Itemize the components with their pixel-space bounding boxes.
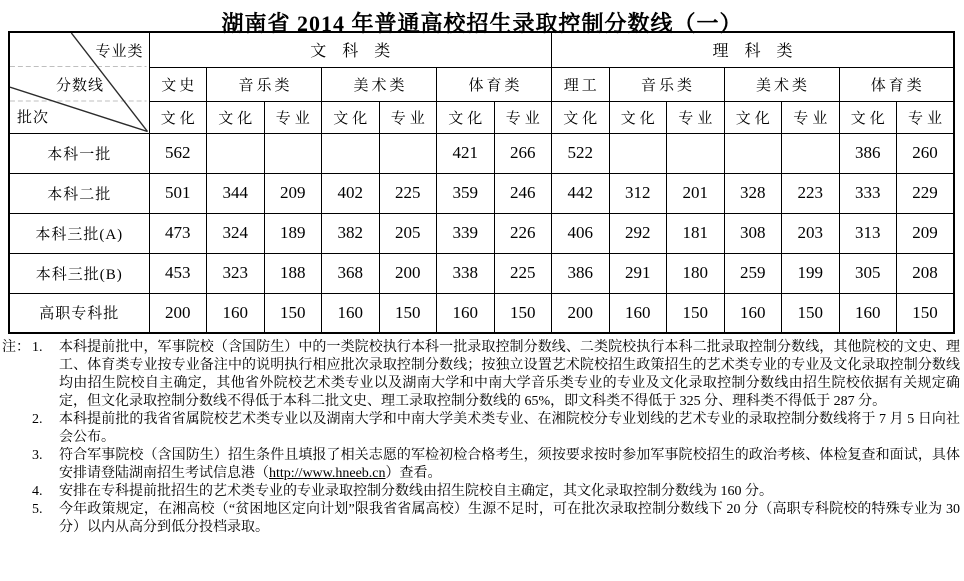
- score-cell: 406: [552, 213, 610, 253]
- score-cell: [379, 133, 437, 173]
- corner-label-batch: 批次: [17, 109, 50, 126]
- table-row: [9, 213, 954, 253]
- score-cell: 200: [379, 253, 437, 293]
- group-header-science: 理科类: [552, 32, 955, 67]
- leaf-header: 文化: [552, 101, 610, 133]
- table-row: [9, 173, 954, 213]
- row-header: 高职专科批: [9, 293, 149, 333]
- score-cell: 368: [322, 253, 380, 293]
- leaf-header: 文化: [437, 101, 495, 133]
- score-cell: 386: [839, 133, 897, 173]
- subgroup-header-pe-sci: 体育类: [839, 67, 954, 101]
- score-cell: 150: [379, 293, 437, 333]
- score-cell: 150: [264, 293, 322, 333]
- score-cell: 209: [264, 173, 322, 213]
- score-cell: 323: [207, 253, 265, 293]
- score-cell: 201: [667, 173, 725, 213]
- score-cell: 160: [724, 293, 782, 333]
- score-cell: 160: [207, 293, 265, 333]
- leaf-header: 文化: [724, 101, 782, 133]
- score-cell: 339: [437, 213, 495, 253]
- leaf-header: 专业: [494, 101, 552, 133]
- score-cell: 225: [379, 173, 437, 213]
- leaf-header: 专业: [379, 101, 437, 133]
- group-header-liberal-arts: 文科类: [149, 32, 552, 67]
- table-row: [9, 293, 954, 333]
- score-cell: [264, 133, 322, 173]
- subgroup-header-wenshi: 文史: [149, 67, 207, 101]
- score-cell: 359: [437, 173, 495, 213]
- score-cell: 328: [724, 173, 782, 213]
- score-cell: 200: [552, 293, 610, 333]
- score-cell: 522: [552, 133, 610, 173]
- score-cell: 473: [149, 213, 207, 253]
- score-cell: 382: [322, 213, 380, 253]
- score-cell: 225: [494, 253, 552, 293]
- row-header: 本科二批: [9, 173, 149, 213]
- score-cell: 226: [494, 213, 552, 253]
- score-cell: [322, 133, 380, 173]
- corner-label-category: 专业类: [95, 44, 144, 60]
- score-cell: 312: [609, 173, 667, 213]
- score-cell: 292: [609, 213, 667, 253]
- score-cell: 308: [724, 213, 782, 253]
- note-text: 符合军事院校（含国防生）招生条件且填报了相关志愿的军检初检合格考生，须按要求按时参加军事院校招生的政治考核、体检复查和面试，具体安排请登陆湖南招生考试信息港（: [59, 448, 960, 481]
- score-cell: 199: [782, 253, 840, 293]
- score-cell: 150: [494, 293, 552, 333]
- score-cell: 333: [839, 173, 897, 213]
- score-cell: 260: [897, 133, 955, 173]
- corner-label-scoreline: 分数线: [56, 78, 105, 94]
- score-cell: 246: [494, 173, 552, 213]
- note-text: 今年政策规定，在湘高校（“贫困地区定向计划”限我省省属高校）生源不足时，可在批次录取控制分数线下 20 分（高职专科院校的特殊专业为 30 分）以内从高分到低分投档录取。: [59, 502, 960, 535]
- leaf-header: 专业: [264, 101, 322, 133]
- note-number: 4.: [32, 484, 43, 499]
- score-cell: [207, 133, 265, 173]
- note-item-4: [2, 483, 960, 501]
- table-row: [9, 253, 954, 293]
- leaf-header: 文化: [609, 101, 667, 133]
- score-cell: 266: [494, 133, 552, 173]
- note-number: 1.: [32, 340, 43, 355]
- score-cell: 209: [897, 213, 955, 253]
- note-text: 本科提前批中，军事院校（含国防生）中的一类院校执行本科一批录取控制分数线、二类院校执行本科二批录取控制分数线，其他院校的文史、理工、体育类专业按专业备注中的说明执行相应批次录取控制分数线；按独立设置艺术院校招生政策招生的艺术类专业的专业及文化录取控制分数线均由招生院校自主确定，其他省外院校艺术类专业以及湖南大学和中南大学音乐类专业的专业及文化录取控制分数线由招生院校依据有关规定确定，但文化录取控制分数线不得低于本科二批文史、理工录取控制分数线的 65%，即文科类不得低于 325 分、理科类不得低于 287 分。: [59, 340, 960, 409]
- row-header: 本科三批(B): [9, 253, 149, 293]
- score-cell: 180: [667, 253, 725, 293]
- row-header: 本科一批: [9, 133, 149, 173]
- note-item-2: [2, 411, 960, 447]
- subgroup-header-fine-sci: 美术类: [724, 67, 839, 101]
- score-cell: 189: [264, 213, 322, 253]
- leaf-header: 专业: [897, 101, 955, 133]
- score-cell: 203: [782, 213, 840, 253]
- score-cell: 229: [897, 173, 955, 213]
- score-table: [8, 31, 955, 334]
- score-cell: 200: [149, 293, 207, 333]
- score-cell: 208: [897, 253, 955, 293]
- score-cell: 150: [667, 293, 725, 333]
- score-cell: 160: [322, 293, 380, 333]
- score-cell: 313: [839, 213, 897, 253]
- score-cell: 259: [724, 253, 782, 293]
- score-cell: 324: [207, 213, 265, 253]
- score-cell: 160: [839, 293, 897, 333]
- score-cell: 344: [207, 173, 265, 213]
- table-row: [9, 133, 954, 173]
- score-cell: 160: [437, 293, 495, 333]
- page-title: 湖南省 2014 年普通高校招生录取控制分数线（一）: [221, 11, 743, 36]
- leaf-header: 文化: [322, 101, 380, 133]
- note-number: 2.: [32, 412, 43, 427]
- leaf-header: 专业: [782, 101, 840, 133]
- subgroup-header-ligong: 理工: [552, 67, 610, 101]
- note-text: 本科提前批的我省省属院校艺术类专业以及湖南大学和中南大学美术类专业、在湘院校分专业划线的艺术专业的录取控制分数线将于 7 月 5 日向社会公布。: [59, 412, 960, 445]
- note-number: 3.: [32, 448, 43, 463]
- score-cell: 421: [437, 133, 495, 173]
- subgroup-header-music-arts: 音乐类: [207, 67, 322, 101]
- row-header: 本科三批(A): [9, 213, 149, 253]
- corner-cell: [9, 32, 149, 133]
- leaf-header: 文化: [207, 101, 265, 133]
- score-cell: 501: [149, 173, 207, 213]
- score-cell: 181: [667, 213, 725, 253]
- note-text: ）查看。: [385, 466, 442, 481]
- notes-section: [2, 339, 960, 537]
- leaf-header: 文化: [839, 101, 897, 133]
- note-text: 安排在专科提前批招生的艺术类专业的专业录取控制分数线由招生院校自主确定，其文化录取控制分数线为 160 分。: [59, 484, 773, 499]
- subgroup-header-pe-arts: 体育类: [437, 67, 552, 101]
- notes-prefix: 注：: [2, 340, 30, 355]
- score-cell: [724, 133, 782, 173]
- leaf-header: 专业: [667, 101, 725, 133]
- score-cell: 205: [379, 213, 437, 253]
- score-cell: [609, 133, 667, 173]
- score-cell: 291: [609, 253, 667, 293]
- score-cell: 160: [609, 293, 667, 333]
- hneeb-website-link[interactable]: http://www.hneeb.cn: [269, 466, 386, 481]
- score-cell: 386: [552, 253, 610, 293]
- score-cell: 150: [782, 293, 840, 333]
- note-item-1: [2, 339, 960, 411]
- subgroup-header-music-sci: 音乐类: [609, 67, 724, 101]
- score-cell: [782, 133, 840, 173]
- leaf-header: 文化: [149, 101, 207, 133]
- score-cell: 562: [149, 133, 207, 173]
- note-item-5: [2, 501, 960, 537]
- score-cell: 453: [149, 253, 207, 293]
- score-cell: 402: [322, 173, 380, 213]
- note-item-3: [2, 447, 960, 483]
- score-cell: 338: [437, 253, 495, 293]
- score-cell: 188: [264, 253, 322, 293]
- score-cell: 442: [552, 173, 610, 213]
- note-number: 5.: [32, 502, 43, 517]
- score-cell: 150: [897, 293, 955, 333]
- score-cell: 223: [782, 173, 840, 213]
- subgroup-header-fine-arts: 美术类: [322, 67, 437, 101]
- score-cell: [667, 133, 725, 173]
- score-cell: 305: [839, 253, 897, 293]
